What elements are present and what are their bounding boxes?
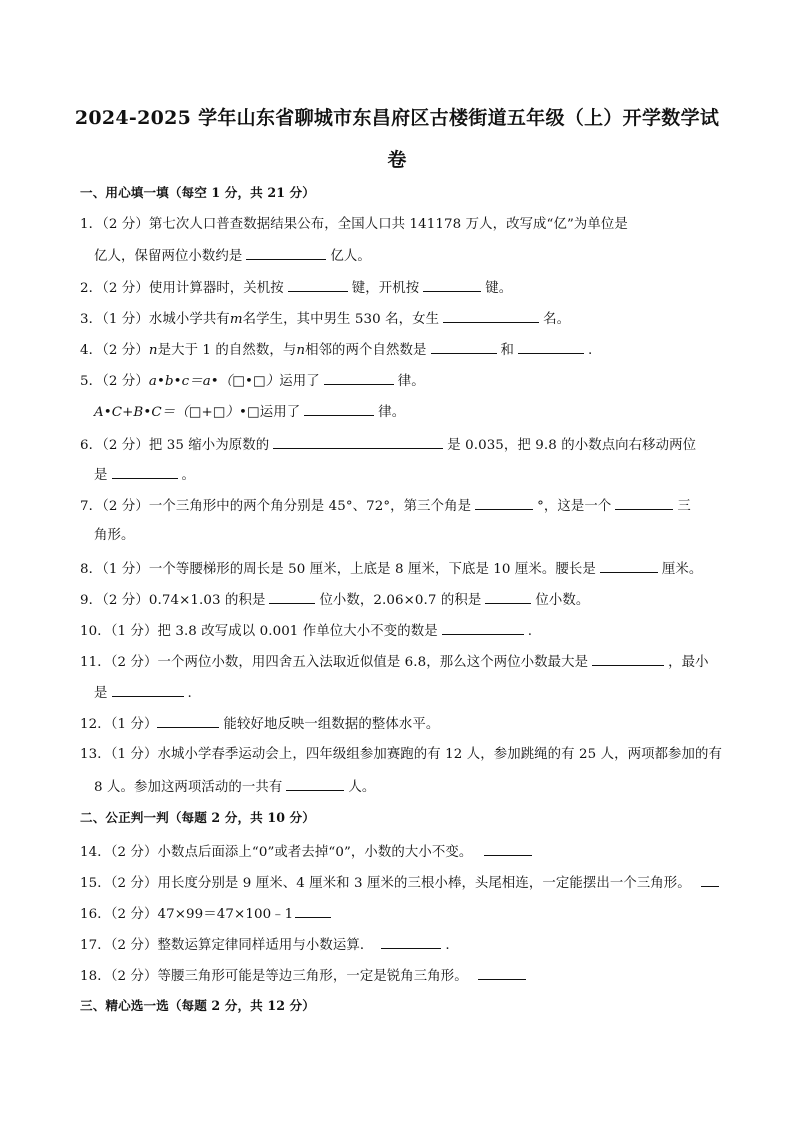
question-8: 8．（1 分）一个等腰梯形的周长是 50 厘米，上底是 8 厘米，下底是 10 厘米。腰长是 厘米。 [80,558,702,580]
question-13-line2: 8 人。参加这两项活动的一共有 人。 [94,776,375,798]
section-heading-choose: 三、精心选一选（每题 2 分，共 12 分） [80,998,315,1013]
question-14: 14．（2 分）小数点后面添上“0”或者去掉“0”，小数的大小不变。 [80,841,536,863]
answer-blank[interactable] [615,495,673,510]
question-16: 16．（2 分）47×99＝47×100﹣1 [80,903,335,925]
question-15: 15．（2 分）用长度分别是 9 厘米、4 厘米和 3 厘米的三根小棒，头尾相连，一定能摆出一个三角形。 [80,872,723,894]
question-11-line2: 是 . [94,682,192,704]
exam-title-line2: 卷 [387,149,407,171]
answer-blank[interactable] [443,308,539,323]
answer-blank[interactable] [442,620,524,635]
section-heading-judge: 二、公正判一判（每题 2 分，共 10 分） [80,810,315,825]
question-12: 12．（1 分） 能较好地反映一组数据的整体水平。 [80,713,439,735]
question-5-line2: A•C+B•C＝（□+□）•□运用了 律。 [94,401,405,423]
answer-blank[interactable] [592,651,664,666]
answer-blank[interactable] [423,277,481,292]
question-1-line1: 1．（2 分）第七次人口普查数据结果公布，全国人口共 141178 万人，改写成“亿”为单位是 [80,217,628,232]
question-6-line1: 6．（2 分）把 35 缩小为原数的 是 0.035，把 9.8 的小数点向右移动两位 [80,434,696,456]
answer-blank[interactable] [112,682,184,697]
answer-blank[interactable] [475,495,533,510]
answer-blank[interactable] [269,589,315,604]
answer-blank[interactable] [381,934,441,949]
answer-blank[interactable] [246,245,326,260]
answer-blank[interactable] [600,558,658,573]
question-2: 2．（2 分）使用计算器时，关机按 键，开机按 键。 [80,277,512,299]
answer-blank[interactable] [478,965,526,980]
answer-blank[interactable] [112,464,178,479]
question-10: 10．（1 分）把 3.8 改写成以 0.001 作单位大小不变的数是 . [80,620,532,642]
section-heading-fill: 一、用心填一填（每空 1 分，共 21 分） [80,185,315,200]
answer-blank[interactable] [431,339,497,354]
question-17: 17．（2 分）整数运算定律同样适用与小数运算． . [80,934,450,956]
answer-blank[interactable] [701,872,719,887]
question-9: 9．（2 分）0.74×1.03 的积是 位小数，2.06×0.7 的积是 位小数。 [80,589,589,611]
question-4: 4．（2 分）n是大于 1 的自然数，与n相邻的两个自然数是 和 . [80,339,592,361]
answer-blank[interactable] [485,589,531,604]
answer-blank[interactable] [273,434,443,449]
question-5-line1: 5．（2 分）a•b•c＝a•（□•□）运用了 律。 [80,370,425,392]
answer-blank[interactable] [518,339,584,354]
question-11-line1: 11．（2 分）一个两位小数，用四舍五入法取近似值是 6.8，那么这个两位小数最大是 ，最小 [80,651,709,673]
exam-title-line1: 2024-2025 学年山东省聊城市东昌府区古楼街道五年级（上）开学数学试 [74,107,720,129]
answer-blank[interactable] [288,277,348,292]
answer-blank[interactable] [157,713,219,728]
question-3: 3．（1 分）水城小学共有m名学生，其中男生 530 名，女生 名。 [80,308,570,330]
question-1-line2: 亿人，保留两位小数约是 亿人。 [94,245,371,267]
question-7-line2: 角形。 [94,528,135,543]
answer-blank[interactable] [304,401,374,416]
question-18: 18．（2 分）等腰三角形可能是等边三角形，一定是锐角三角形。 [80,965,530,987]
answer-blank[interactable] [324,370,394,385]
question-7-line1: 7．（2 分）一个三角形中的两个角分别是 45°、72°，第三个角是 °，这是一个 三 [80,495,691,517]
question-6-line2: 是 。 [94,464,195,486]
answer-blank[interactable] [484,841,532,856]
question-13-line1: 13．（1 分）水城小学春季运动会上，四年级组参加赛跑的有 12 人，参加跳绳的有 25 人，两项都参加的有 [80,747,723,762]
answer-blank[interactable] [286,776,344,791]
answer-blank[interactable] [295,903,331,918]
